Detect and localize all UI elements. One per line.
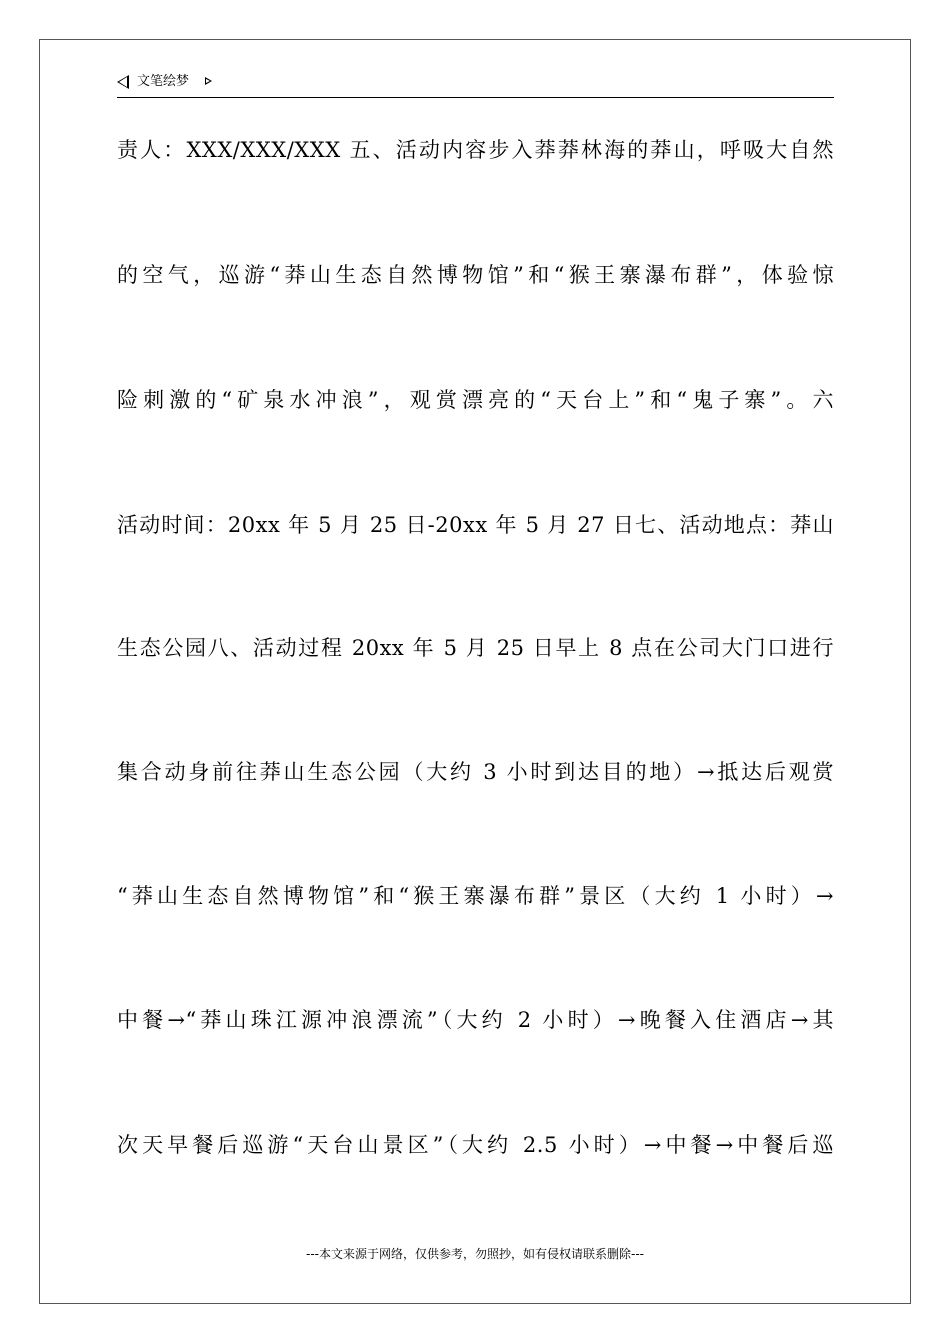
header-title: 文笔绘梦 bbox=[137, 74, 190, 89]
body-line: 中餐→“莽山珠江源冲浪漂流”（大约 2 小时）→晚餐入住酒店→其 bbox=[117, 1008, 834, 1032]
triangle-left-icon bbox=[117, 75, 129, 89]
body-line: 集合动身前往莽山生态公园（大约 3 小时到达目的地）→抵达后观赏 bbox=[117, 760, 834, 784]
footer-disclaimer: ---本文来源于网络，仅供参考，勿照抄，如有侵权请联系删除--- bbox=[306, 1247, 644, 1261]
body-line: 的空气，巡游“莽山生态自然博物馆”和“猴王寨瀑布群”，体验惊 bbox=[117, 263, 834, 287]
triangle-right-icon bbox=[205, 77, 212, 85]
body-line: “莽山生态自然博物馆”和“猴王寨瀑布群”景区（大约 1 小时）→ bbox=[117, 884, 834, 908]
body-line: 责人：XXX/XXX/XXX 五、活动内容步入莽莽林海的莽山，呼吸大自然 bbox=[117, 138, 834, 162]
page-header bbox=[117, 72, 834, 98]
page-frame bbox=[39, 39, 911, 1304]
body-line: 险刺激的“矿泉水冲浪”，观赏漂亮的“天台上”和“鬼子寨”。六 bbox=[117, 388, 834, 412]
body-line: 活动时间：20xx 年 5 月 25 日-20xx 年 5 月 27 日七、活动地点：莽山 bbox=[117, 513, 834, 537]
body-line: 次天早餐后巡游“天台山景区”（大约 2.5 小时）→中餐→中餐后巡 bbox=[117, 1133, 834, 1157]
body-line: 生态公园八、活动过程 20xx 年 5 月 25 日早上 8 点在公司大门口进行 bbox=[117, 636, 834, 660]
